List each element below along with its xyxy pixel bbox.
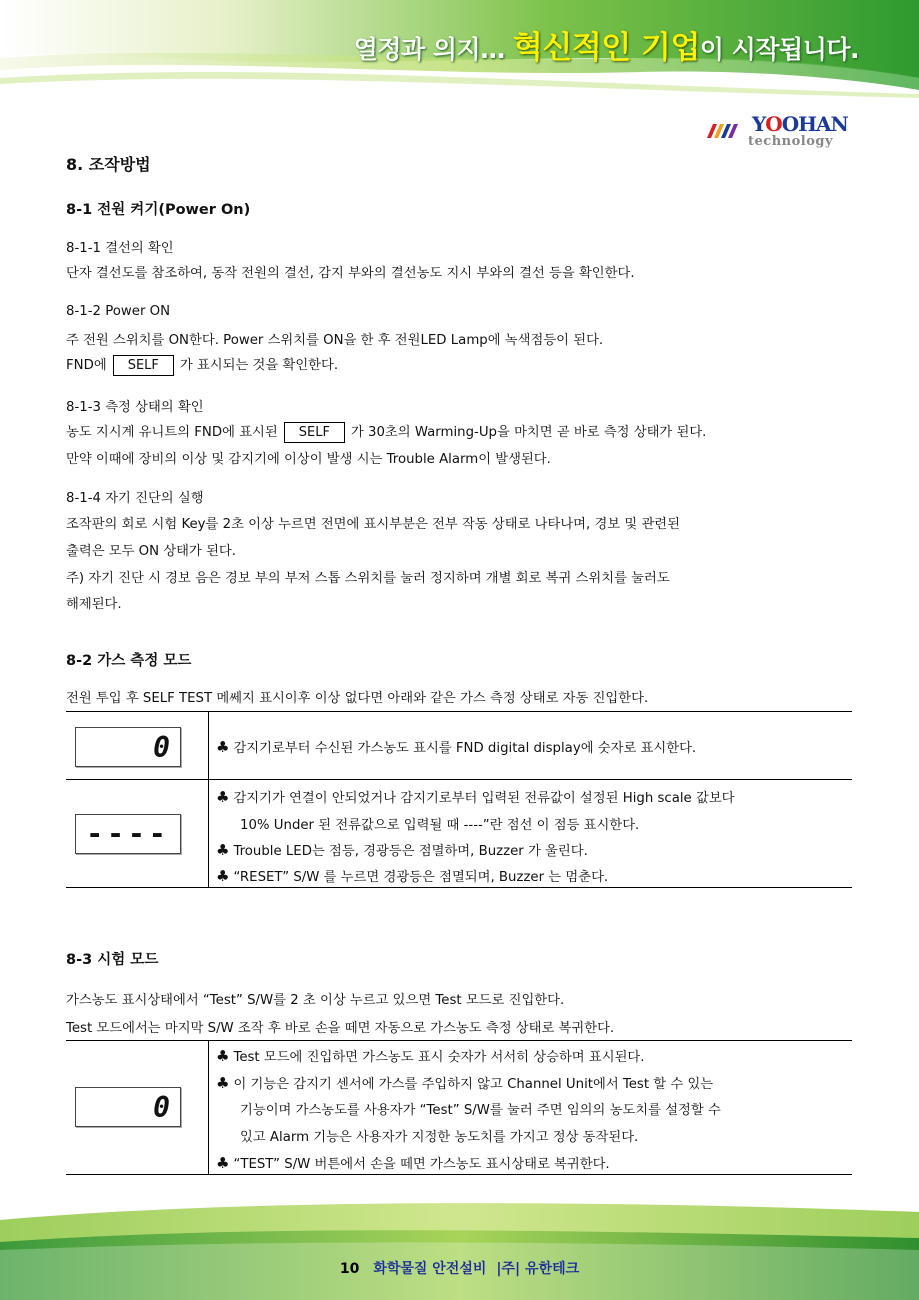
company-logo-subtitle: technology <box>748 134 834 149</box>
test-mode-intro-1: 가스농도 표시상태에서 “Test” S/W를 2 초 이상 누르고 있으면 Test 모드로 진입한다. <box>66 993 565 1008</box>
item-8-1-2-text-1: 주 전원 스위치를 ON한다. Power 스위치를 ON을 한 후 전원LED Lamp에 녹색점등이 된다. <box>66 333 604 348</box>
item-8-1-4-text-3: 주) 자기 진단 시 경보 음은 경보 부의 부저 스톱 스위치를 눌러 정지하며 개별 회로 복귀 스위치를 눌러도 <box>66 571 670 586</box>
self-display-box: SELF <box>284 422 345 443</box>
table-border <box>66 1174 852 1175</box>
footer-banner <box>0 1190 919 1300</box>
item-8-1-1-title: 8-1-1 결선의 확인 <box>66 241 174 256</box>
header-slogan: 열정과 의지… 혁신적인 기업이 시작됩니다. <box>353 30 859 66</box>
footer-company-b: |주| 유한테크 <box>496 1261 580 1277</box>
test-mode-line-5: ♣ “TEST” S/W 버튼에서 손을 떼면 가스농도 표시상태로 복귀한다. <box>216 1154 610 1172</box>
subsection-8-1-title: 8-1 전원 켜기(Power On) <box>66 202 251 218</box>
footer-company-a: 화학물질 안전설비 <box>373 1261 487 1277</box>
self-display-box: SELF <box>113 355 174 376</box>
test-mode-intro-2: Test 모드에서는 마지막 S/W 조작 후 바로 손을 떼면 자동으로 가스농도 측정 상태로 복귀한다. <box>66 1021 615 1036</box>
header-slogan-highlight: 혁신적인 기업 <box>512 30 700 66</box>
test-mode-line-4: 있고 Alarm 기능은 사용자가 지정한 농도치를 가지고 정상 동작된다. <box>240 1130 639 1145</box>
item-8-1-4-title: 8-1-4 자기 진단의 실행 <box>66 491 204 506</box>
table-border <box>66 779 852 780</box>
section-title: 8. 조작방법 <box>66 155 151 174</box>
gas-mode-intro: 전원 투입 후 SELF TEST 메쎄지 표시이후 이상 없다면 아래와 같은 가스 측정 상태로 자동 진입한다. <box>66 691 649 706</box>
item-8-1-4-text-4: 해제된다. <box>66 597 122 612</box>
footer <box>0 1258 919 1278</box>
gas-mode-row-1: ♣ 감지기로부터 수신된 가스농도 표시를 FND digital display에 숫자로 표시한다. <box>216 738 697 756</box>
table-divider <box>208 711 209 887</box>
gas-mode-row-2-line-3: ♣ Trouble LED는 점등, 경광등은 점멸하며, Buzzer 가 울린다. <box>216 841 588 859</box>
table-border <box>66 711 852 712</box>
fnd-display-dashes: ---- <box>75 814 181 854</box>
gas-mode-row-2-line-4: ♣ “RESET” S/W 를 누르면 경광등은 점멸되며, Buzzer 는 멈춘다. <box>216 867 609 885</box>
fnd-display: 0 <box>75 1087 181 1127</box>
table-divider <box>208 1040 209 1174</box>
item-8-1-3-title: 8-1-3 측정 상태의 확인 <box>66 400 204 415</box>
gas-mode-row-2-line-1: ♣ 감지기가 연결이 안되었거나 감지기로부터 입력된 전류값이 설정된 High scale 값보다 <box>216 788 735 806</box>
subsection-8-3-title: 8-3 시험 모드 <box>66 952 159 968</box>
item-8-1-2-title: 8-1-2 Power ON <box>66 304 171 319</box>
test-mode-line-2: ♣ 이 기능은 감지기 센서에 가스를 주입하지 않고 Channel Unit에서 Test 할 수 있는 <box>216 1074 714 1092</box>
item-8-1-4-text-1: 조작판의 회로 시험 Key를 2초 이상 누르면 전면에 표시부분은 전부 작동 상태로 나타나며, 경보 및 관련된 <box>66 517 680 532</box>
test-mode-line-3: 기능이며 가스농도를 사용자가 “Test” S/W를 눌러 주면 임의의 농도치를 설정할 수 <box>240 1103 721 1118</box>
item-8-1-1-text: 단자 결선도를 참조하여, 동작 전원의 결선, 감지 부와의 결선농도 지시 부와의 결선 등을 확인한다. <box>66 266 635 281</box>
company-logo: YOOHAN <box>752 112 848 136</box>
test-mode-line-1: ♣ Test 모드에 진입하면 가스농도 표시 숫자가 서서히 상승하며 표시된다. <box>216 1047 645 1065</box>
item-8-1-3-text-2: 만약 이때에 장비의 이상 및 감지기에 이상이 발생 시는 Trouble Alarm이 발생된다. <box>66 452 551 467</box>
item-8-1-4-text-2: 출력은 모두 ON 상태가 된다. <box>66 544 236 559</box>
gas-mode-row-2-line-2: 10% Under 된 전류값으로 입력될 때 ----”란 점선 이 점등 표시한다. <box>240 818 640 833</box>
table-border <box>66 1040 852 1041</box>
subsection-8-2-title: 8-2 가스 측정 모드 <box>66 653 192 669</box>
table-border <box>66 887 852 888</box>
item-8-1-3-text-1: 농도 지시계 유니트의 FND에 표시된 SELF 가 30초의 Warming-Up을 마치면 곧 바로 측정 상태가 된다. <box>66 421 706 443</box>
fnd-display: 0 <box>75 727 181 767</box>
page-number: 10 <box>339 1261 360 1277</box>
item-8-1-2-text-2: FND에 SELF 가 표시되는 것을 확인한다. <box>66 354 338 376</box>
